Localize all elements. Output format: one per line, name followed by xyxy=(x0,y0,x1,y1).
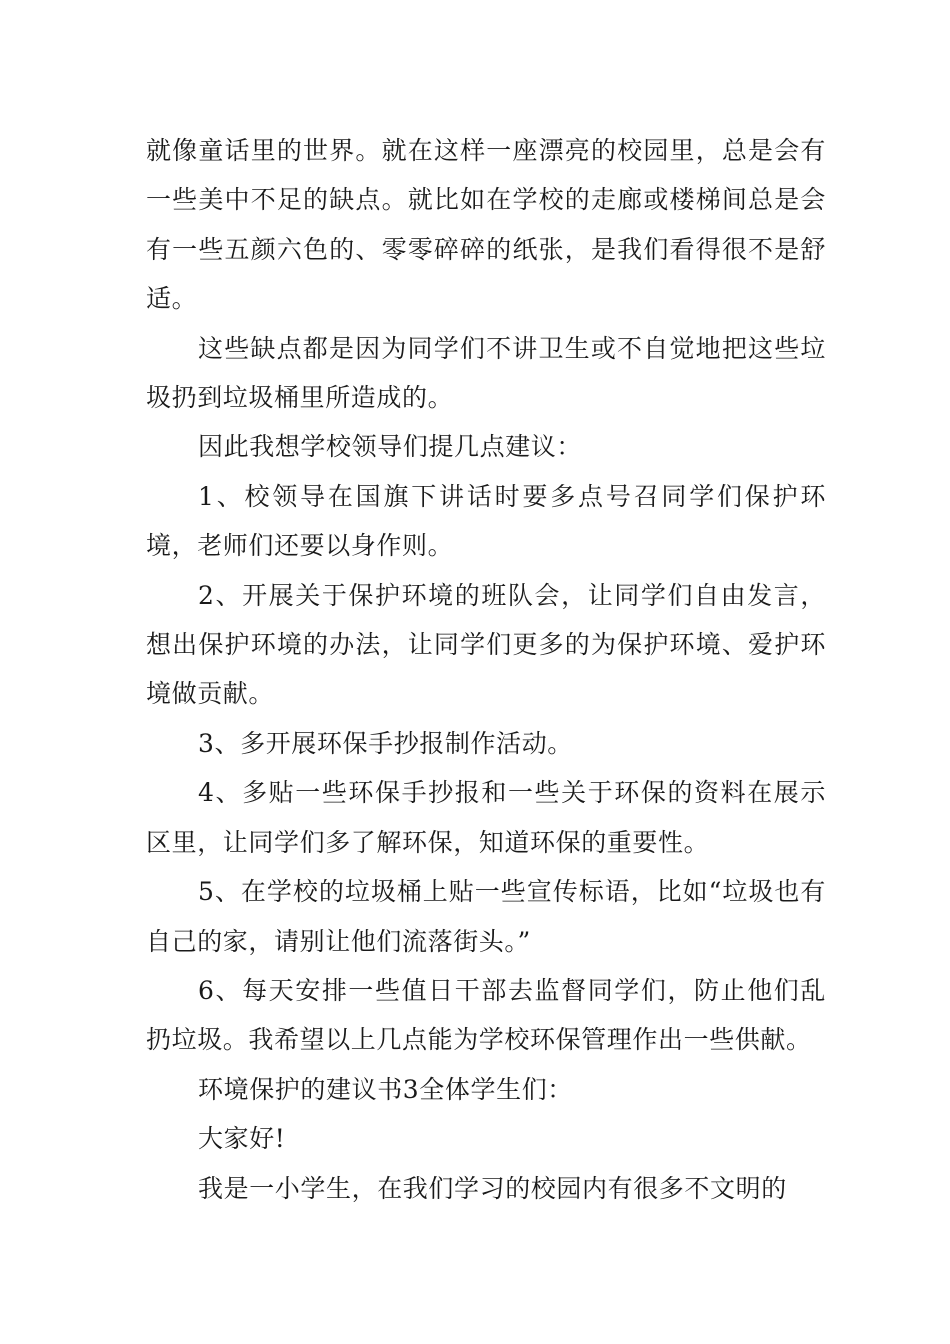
list-item-6: 6、每天安排一些值日干部去监督同学们，防止他们乱扔垃圾。我希望以上几点能为学校环保管理作出一些供献。 xyxy=(146,975,826,1055)
list-item-3: 3、多开展环保手抄报制作活动。 xyxy=(198,728,573,758)
greeting: 大家好! xyxy=(198,1124,286,1154)
list-item-2: 2、开展关于保护环境的班队会，让同学们自由发言，想出保护环境的办法，让同学们更多的为保护环境、爱护环境做贡献。 xyxy=(146,580,826,709)
section-heading: 环境保护的建议书3全体学生们： xyxy=(198,1074,573,1104)
paragraph-1: 就像童话里的世界。就在这样一座漂亮的校园里，总是会有一些美中不足的缺点。就比如在学校的走廊或楼梯间总是会有一些五颜六色的、零零碎碎的纸张，是我们看得很不是舒适。 xyxy=(146,136,826,314)
paragraph-last: 我是一小学生，在我们学习的校园内有很多不文明的 xyxy=(198,1173,787,1203)
paragraph-2: 这些缺点都是因为同学们不讲卫生或不自觉地把这些垃圾扔到垃圾桶里所造成的。 xyxy=(146,333,826,413)
document-body xyxy=(146,126,826,1213)
paragraph-3: 因此我想学校领导们提几点建议： xyxy=(198,432,583,462)
list-item-1: 1、校领导在国旗下讲话时要多点号召同学们保护环境，老师们还要以身作则。 xyxy=(146,481,826,561)
list-item-4: 4、多贴一些环保手抄报和一些关于环保的资料在展示区里，让同学们多了解环保，知道环保的重要性。 xyxy=(146,778,826,857)
list-item-5: 5、在学校的垃圾桶上贴一些宣传标语，比如“垃圾也有自己的家，请别让他们流落街头。” xyxy=(146,877,826,956)
